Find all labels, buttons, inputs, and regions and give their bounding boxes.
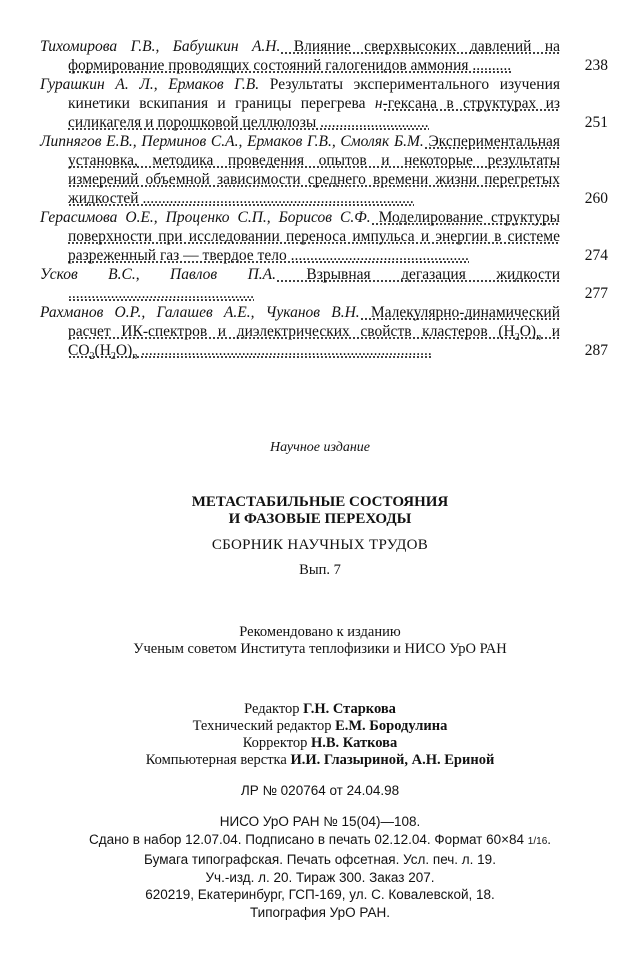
- toc-entry: Рахманов О.Р., Галашев А.Е., Чуканов В.Н. Малекулярно-динамический расчет ИК-спектров и диэлектрических свойств кластеров $(H_2O)_n$ и $CO_2(H_2O)_n$ ........................................................................... 287: [40, 304, 608, 363]
- toc-page-number: 287: [584, 342, 608, 359]
- credit-line: Технический редактор Е.М. Бородулина: [192, 718, 448, 734]
- toc-title-italic: н: [374, 95, 383, 112]
- toc-authors: Рахманов О.Р., Галашев А.Е., Чуканов В.Н.: [40, 304, 360, 321]
- credit-line: Редактор Г.Н. Старкова: [244, 701, 396, 717]
- toc-entry: Усков В.С., Павлов П.А. Взрывная дегазация жидкости ................................................ 277: [40, 266, 608, 302]
- toc-title: Экспериментальная установка, методика проведения опытов и некоторые результаты измерений объемной зависимости среднего времени жизни перегретых жидкостей: [68, 133, 560, 207]
- issue-number: Вып. 7: [299, 562, 341, 578]
- toc-title: -гексана в структурах из силикагеля и порошковой целлюлозы: [68, 95, 560, 131]
- toc-title: Результаты экспериментального изучения кинетики вскипания и границы перегрева: [68, 76, 560, 112]
- toc-authors: Гурашкин А. Л., Ермаков Г.В.: [40, 76, 260, 93]
- table-of-contents: [40, 37, 608, 363]
- book-subtitle: СБОРНИК НАУЧНЫХ ТРУДОВ: [211, 537, 429, 553]
- toc-title: Взрывная дегазация жидкости: [275, 266, 560, 283]
- toc-authors: Липнягов Е.В., Перминов С.А., Ермаков Г.В., Смоляк Б.М.: [40, 133, 424, 150]
- toc-page-number: 238: [584, 57, 608, 74]
- printer-address: 620219, Екатеринбург, ГСП-169, ул. С. Ковалевской, 18. Типография УрО РАН.: [145, 887, 495, 920]
- credits: [0, 701, 640, 769]
- toc-entry: Герасимова О.Е., Проценко С.П., Борисов С.Ф. Моделирование структуры поверхности при исследовании переноса импульса и энергии в системе разреженный газ — твердое тело .............................................. 274: [40, 209, 608, 264]
- toc-page-number: 251: [584, 114, 608, 131]
- toc-entry: Тихомирова Г.В., Бабушкин А.Н. Влияние сверхвысоких давлений на формирование проводящих состояний галогенидов аммония .......... 238: [40, 38, 608, 74]
- toc-page-number: 274: [584, 247, 608, 264]
- toc-authors: Герасимова О.Е., Проценко С.П., Борисов С.Ф.: [40, 209, 371, 226]
- toc-title: Малекулярно-динамический расчет ИК-спектров и диэлектрических свойств кластеров (H: [68, 304, 560, 340]
- toc-entry: Гурашкин А. Л., Ермаков Г.В. Результаты экспериментального изучения кинетики вскипания и границы перегрева н-гексана в структурах из силикагеля и порошковой целлюлозы ............................ 251: [40, 76, 608, 131]
- toc-page-number: 277: [584, 285, 608, 302]
- book-title: МЕТАСТАБИЛЬНЫЕ СОСТОЯНИЯ И ФАЗОВЫЕ ПЕРЕХОДЫ: [191, 494, 449, 527]
- publication-kind: Научное издание: [270, 440, 370, 455]
- recommendation: Рекомендовано к изданию Ученым советом Института теплофизики и НИСО УрО РАН: [133, 624, 507, 657]
- toc-title: Моделирование структуры поверхности при исследовании переноса импульса и энергии в системе разреженный газ — твердое тело: [68, 209, 560, 264]
- print-details: НИСО УрО РАН № 15(04)—108. Сдано в набор 12.07.04. Подписано в печать 02.12.04. Формат 60×84 1/16. Бумага типографская. Печать офсетная. Усл. печ. л. 19. Уч.-изд. л. 20. Тираж 300. Заказ 207.: [88, 814, 552, 885]
- credit-line: Корректор Н.В. Каткова: [242, 735, 398, 751]
- license-number: ЛР № 020764 от 24.04.98: [240, 783, 400, 798]
- toc-authors: Тихомирова Г.В., Бабушкин А.Н.: [40, 38, 281, 55]
- credit-line: Компьютерная верстка И.И. Глазыриной, А.Н. Ериной: [145, 752, 495, 768]
- toc-authors: Усков В.С., Павлов П.А.: [40, 266, 276, 283]
- toc-page-number: 260: [584, 190, 608, 207]
- toc-entry: Липнягов Е.В., Перминов С.А., Ермаков Г.В., Смоляк Б.М. Экспериментальная установка, методика проведения опытов и некоторые результаты измерений объемной зависимости среднего времени жизни перегретых жидкостей ...................................................................... 260: [40, 133, 608, 207]
- toc-title: Влияние сверхвысоких давлений на формирование проводящих состояний галогенидов аммония: [68, 38, 561, 74]
